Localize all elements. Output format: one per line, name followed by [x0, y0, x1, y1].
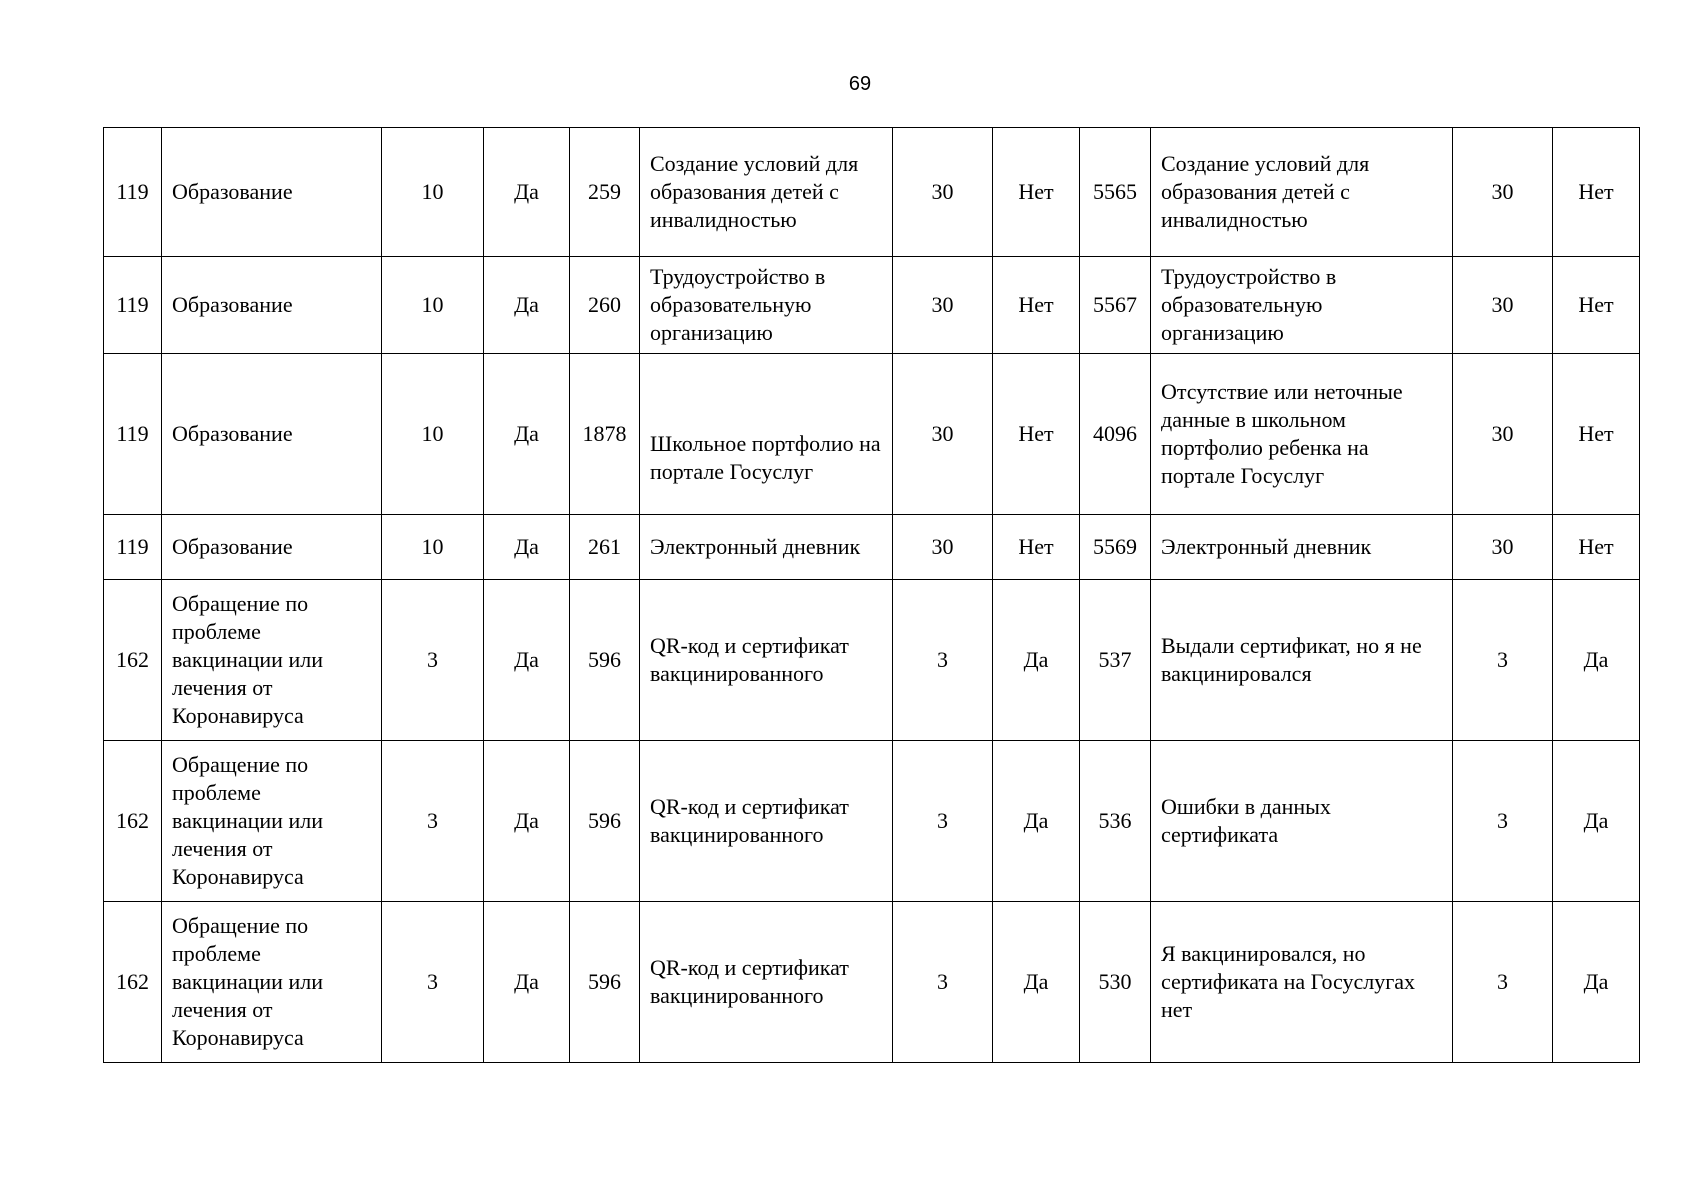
table-cell: 3 [893, 902, 993, 1063]
table-cell: Да [484, 128, 570, 257]
table-cell: Да [484, 257, 570, 354]
table-cell: Обращение по проблеме вакцинации или лечения от Коронавируса [162, 741, 382, 902]
table-cell: 10 [382, 354, 484, 515]
table-cell: Да [993, 580, 1080, 741]
table-cell: Образование [162, 257, 382, 354]
table-cell: Образование [162, 128, 382, 257]
table-cell: Я вакцинировался, но сертификата на Госуслугах нет [1151, 902, 1453, 1063]
table-cell: Да [1553, 741, 1640, 902]
table-cell: 30 [1453, 128, 1553, 257]
table-cell: Образование [162, 354, 382, 515]
table-row [104, 902, 1640, 1063]
table-cell: Обращение по проблеме вакцинации или лечения от Коронавируса [162, 580, 382, 741]
table-cell: 3 [382, 741, 484, 902]
table-cell: 119 [104, 515, 162, 580]
table-cell: Отсутствие или неточные данные в школьном портфолио ребенка на портале Госуслуг [1151, 354, 1453, 515]
table-cell: 10 [382, 515, 484, 580]
table-cell: Электронный дневник [1151, 515, 1453, 580]
table-cell: 1878 [570, 354, 640, 515]
table-cell: 30 [1453, 354, 1553, 515]
table-row [104, 580, 1640, 741]
table-cell: Да [484, 902, 570, 1063]
table-cell: 596 [570, 580, 640, 741]
table-cell: Выдали сертификат, но я не вакцинировался [1151, 580, 1453, 741]
table-cell: Да [484, 580, 570, 741]
table-cell: 3 [893, 580, 993, 741]
table-cell: 119 [104, 354, 162, 515]
table-cell: Создание условий для образования детей с инвалидностью [640, 128, 893, 257]
table-cell: 162 [104, 580, 162, 741]
table-row [104, 128, 1640, 257]
table-cell: 30 [893, 515, 993, 580]
table-row [104, 257, 1640, 354]
table-cell: 3 [1453, 741, 1553, 902]
table-cell: Да [484, 741, 570, 902]
table-cell: 30 [893, 257, 993, 354]
table-cell: Да [1553, 580, 1640, 741]
table-cell: Электронный дневник [640, 515, 893, 580]
table-cell: 3 [382, 580, 484, 741]
table-cell: 260 [570, 257, 640, 354]
table-cell: Нет [1553, 128, 1640, 257]
table-cell: 596 [570, 741, 640, 902]
table-cell: Нет [1553, 257, 1640, 354]
table-cell: Нет [993, 257, 1080, 354]
table-cell: Нет [993, 515, 1080, 580]
table-cell: QR-код и сертификат вакцинированного [640, 580, 893, 741]
table-cell: 30 [1453, 257, 1553, 354]
table-cell: 30 [893, 354, 993, 515]
table-cell: 4096 [1080, 354, 1151, 515]
table-cell: Ошибки в данных сертификата [1151, 741, 1453, 902]
table-cell: Нет [1553, 515, 1640, 580]
page-number: 69 [848, 73, 872, 95]
table-cell: Да [1553, 902, 1640, 1063]
table-cell: 536 [1080, 741, 1151, 902]
table-row [104, 515, 1640, 580]
table-row [104, 354, 1640, 515]
table-cell: Нет [1553, 354, 1640, 515]
table-cell: Трудоустройство в образовательную организацию [640, 257, 893, 354]
table-cell: 596 [570, 902, 640, 1063]
table-cell: Да [484, 515, 570, 580]
table-cell: 10 [382, 128, 484, 257]
table-cell: QR-код и сертификат вакцинированного [640, 902, 893, 1063]
table-cell: 162 [104, 741, 162, 902]
table-cell: 5565 [1080, 128, 1151, 257]
table-cell: 162 [104, 902, 162, 1063]
table-cell: 30 [1453, 515, 1553, 580]
table-cell: 261 [570, 515, 640, 580]
table-cell: 119 [104, 257, 162, 354]
table-cell: Трудоустройство в образовательную организацию [1151, 257, 1453, 354]
table-cell: 259 [570, 128, 640, 257]
table-cell: Школьное портфолио на портале Госуслуг [640, 354, 893, 515]
table-cell: 5569 [1080, 515, 1151, 580]
table-cell: Обращение по проблеме вакцинации или лечения от Коронавируса [162, 902, 382, 1063]
table-cell: 119 [104, 128, 162, 257]
table-cell: 3 [1453, 580, 1553, 741]
table-cell: QR-код и сертификат вакцинированного [640, 741, 893, 902]
table-cell: Образование [162, 515, 382, 580]
table-cell: 5567 [1080, 257, 1151, 354]
table-cell: 3 [1453, 902, 1553, 1063]
table-cell: 3 [893, 741, 993, 902]
table-cell: Да [993, 741, 1080, 902]
table-row [104, 741, 1640, 902]
table-cell: Нет [993, 354, 1080, 515]
table-cell: 10 [382, 257, 484, 354]
table-cell: 30 [893, 128, 993, 257]
table-cell: Да [484, 354, 570, 515]
table-cell: 3 [382, 902, 484, 1063]
table-cell: 537 [1080, 580, 1151, 741]
table-cell: Да [993, 902, 1080, 1063]
table-cell: Нет [993, 128, 1080, 257]
table-cell: Создание условий для образования детей с инвалидностью [1151, 128, 1453, 257]
table-cell: 530 [1080, 902, 1151, 1063]
document-table [103, 127, 1640, 1063]
